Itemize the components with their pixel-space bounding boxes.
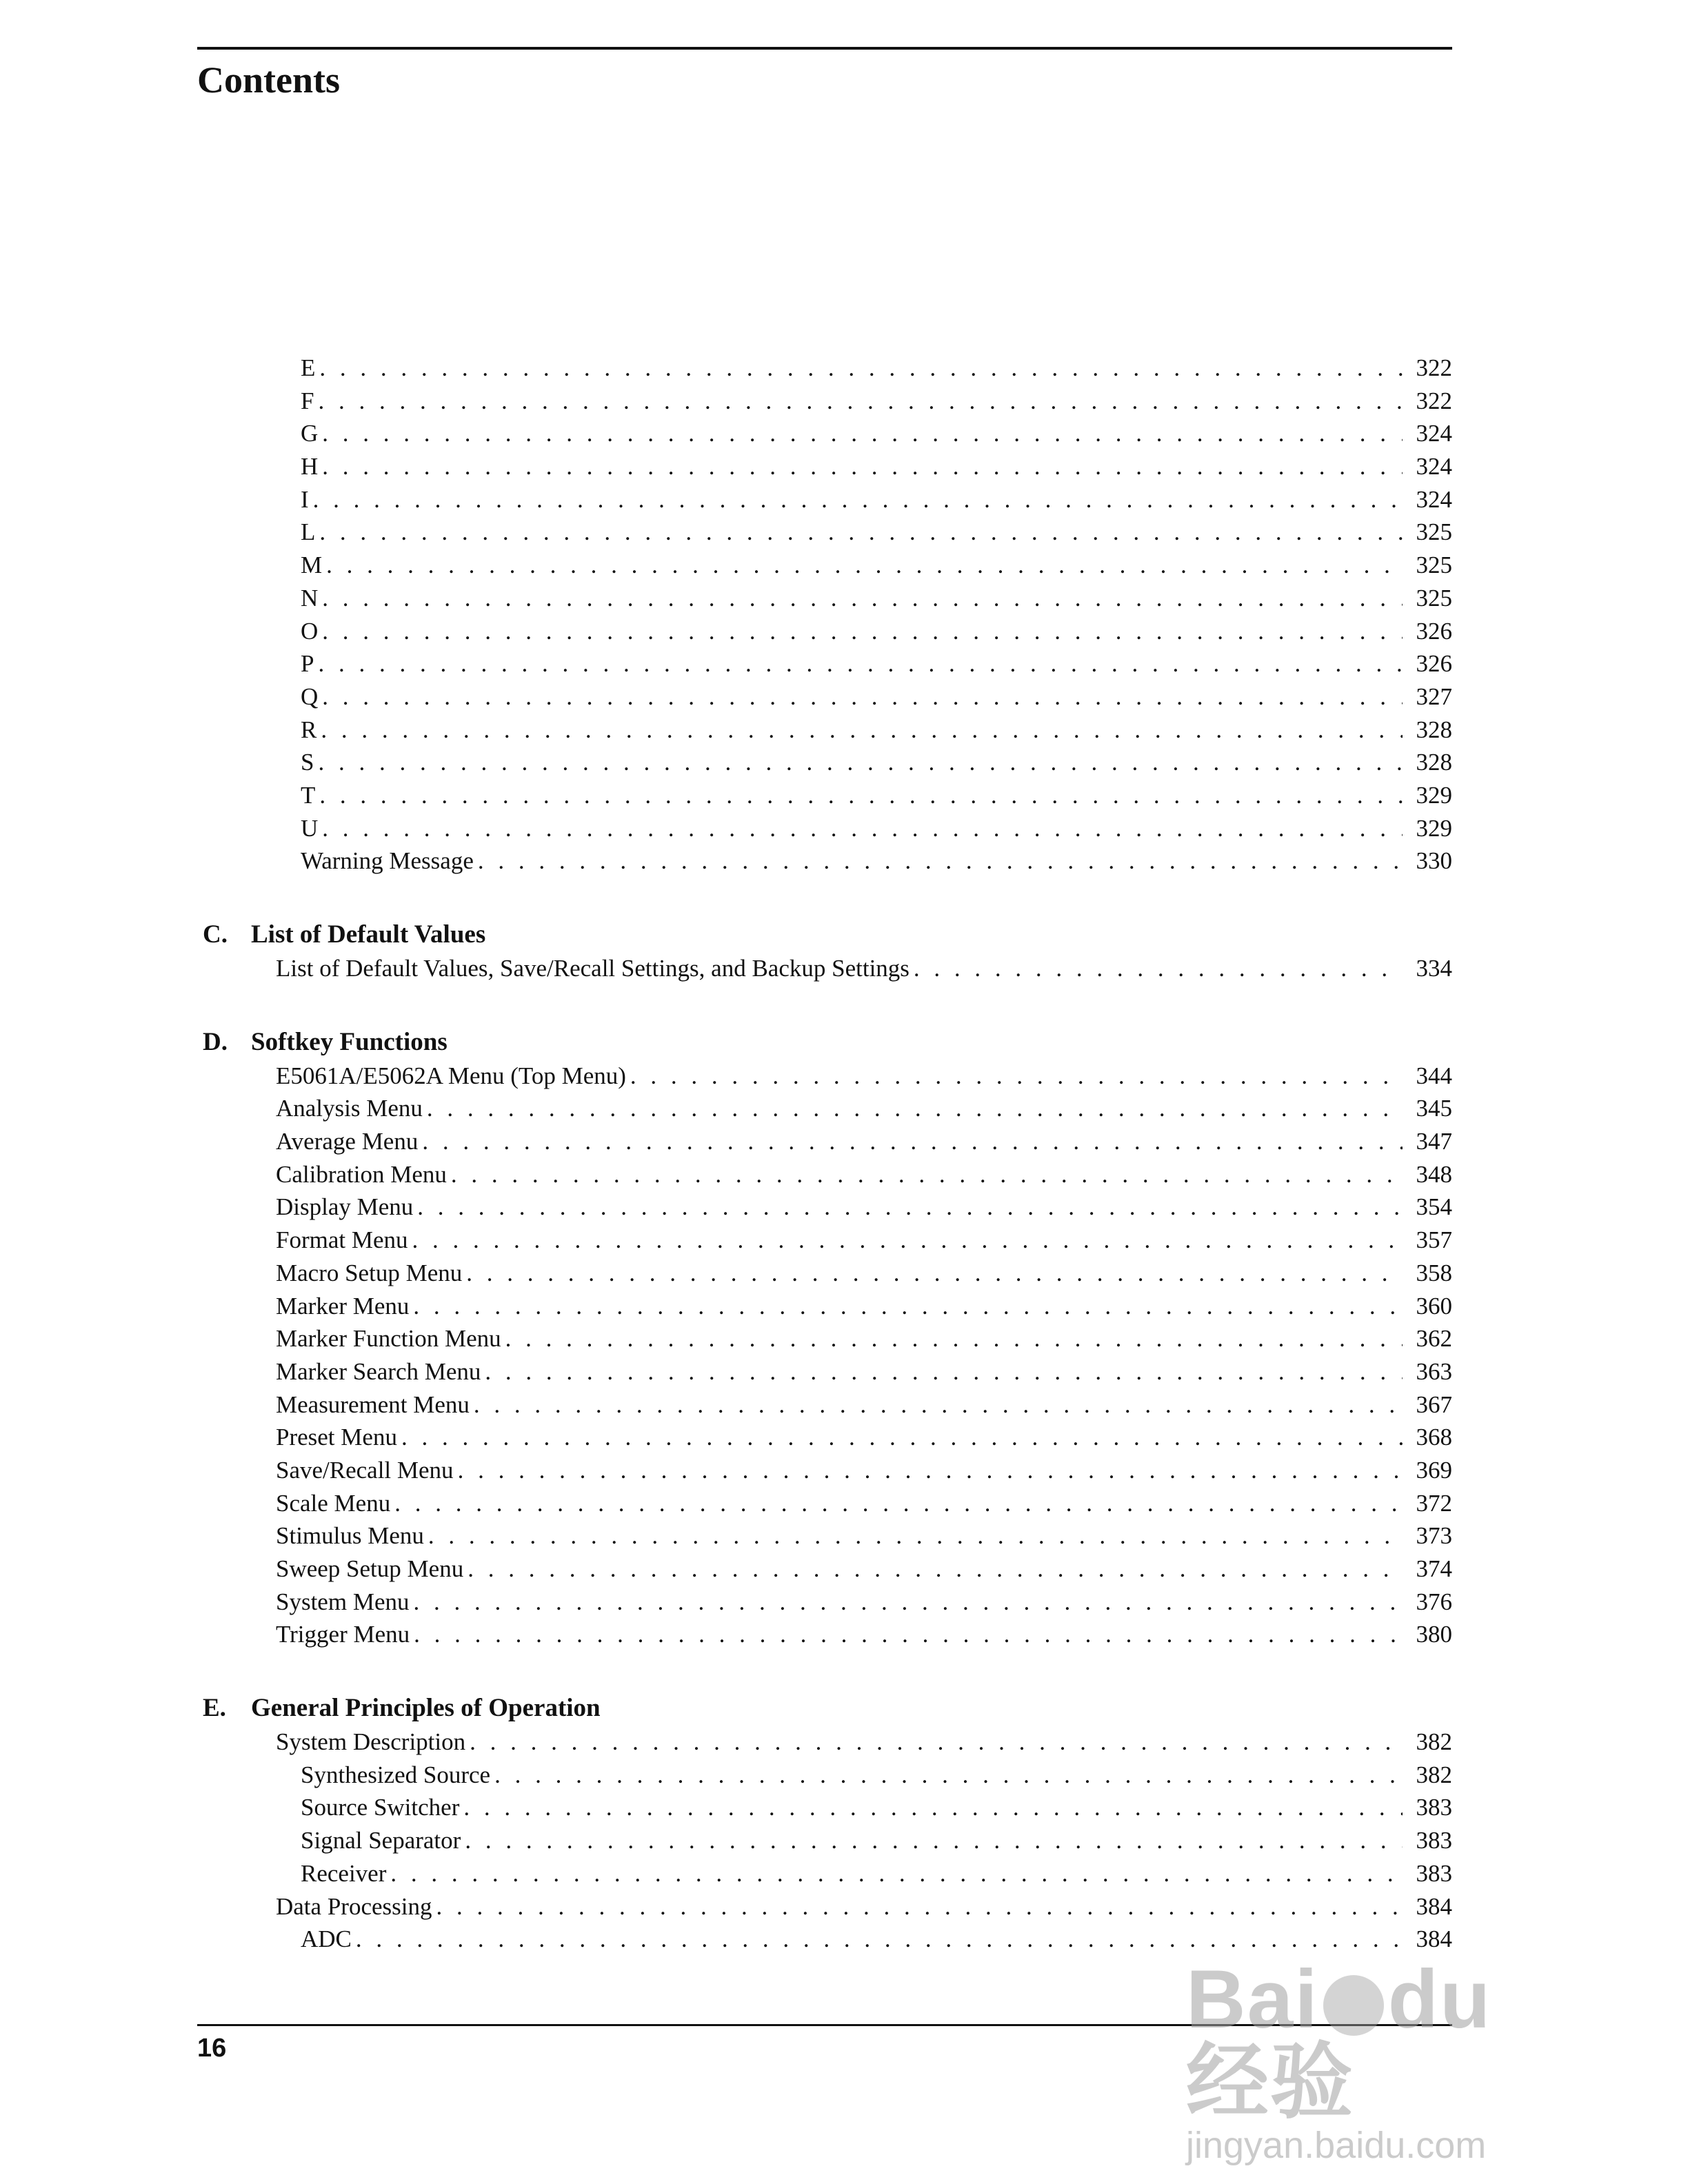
toc-entry-label: Warning Message	[301, 847, 474, 875]
toc-entry-label: Q	[301, 682, 319, 710]
page-title: Contents	[197, 59, 341, 101]
section-title: General Principles of Operation	[251, 1694, 601, 1723]
toc-entry[interactable]	[197, 549, 1452, 582]
toc-entry[interactable]	[197, 1487, 1452, 1520]
dot-leader	[319, 352, 1403, 385]
toc-entry-page: 344	[1416, 1062, 1452, 1089]
toc-entry-label: H	[301, 453, 319, 481]
toc-entry-label: Save/Recall Menu	[276, 1456, 454, 1484]
toc-entry[interactable]	[197, 1290, 1452, 1323]
toc-entry-label: Source Switcher	[301, 1794, 460, 1821]
data-processing-subentries	[197, 1923, 1452, 1956]
toc-entry-page: 324	[1416, 485, 1452, 513]
toc-entry-page: 329	[1416, 781, 1452, 809]
toc-entry-page: 384	[1416, 1892, 1452, 1920]
page-number: 16	[197, 2034, 227, 2063]
dot-leader	[319, 779, 1403, 812]
dot-leader	[470, 1726, 1403, 1759]
toc-entry-page: 384	[1416, 1925, 1452, 1953]
toc-entry-label: I	[301, 485, 309, 513]
dot-leader	[322, 680, 1403, 714]
watermark-brand	[1186, 1953, 1572, 2128]
dot-leader	[427, 1092, 1403, 1125]
toc-entry-page: 376	[1416, 1588, 1452, 1615]
toc-entry[interactable]	[197, 1158, 1452, 1191]
section-e-heading	[197, 1691, 1452, 1726]
toc-entry-page: 374	[1416, 1555, 1452, 1582]
toc-entry-page: 383	[1416, 1859, 1452, 1887]
toc-entry[interactable]	[197, 845, 1452, 878]
dot-leader	[322, 582, 1403, 615]
toc-entry[interactable]	[197, 647, 1452, 680]
toc-entry-label: List of Default Values, Save/Recall Settings, and Backup Settings	[276, 955, 910, 982]
system-description-subentries	[197, 1759, 1452, 1890]
toc-entry[interactable]	[197, 385, 1452, 418]
toc-entry[interactable]	[197, 516, 1452, 549]
watermark-brand-right: du	[1387, 1953, 1492, 2045]
toc-entry-label: T	[301, 781, 316, 809]
baidu-watermark	[1186, 1953, 1572, 2166]
dot-leader	[318, 746, 1403, 779]
dot-leader	[451, 1158, 1403, 1191]
section-letter: E.	[203, 1694, 226, 1723]
section-d-entry-list	[197, 1060, 1452, 1651]
toc-entry-label: F	[301, 387, 314, 414]
table-of-contents	[197, 352, 1452, 1956]
toc-entry[interactable]	[197, 417, 1452, 450]
toc-entry-page: 322	[1416, 354, 1452, 381]
dot-leader	[322, 812, 1403, 845]
toc-entry-page: 347	[1416, 1128, 1452, 1155]
toc-entry-page: 358	[1416, 1259, 1452, 1286]
toc-entry[interactable]	[197, 1923, 1452, 1956]
toc-entry[interactable]	[197, 1553, 1452, 1586]
index-entry-list	[197, 352, 1452, 878]
toc-entry[interactable]	[197, 952, 1452, 985]
toc-entry-label: Scale Menu	[276, 1489, 391, 1517]
toc-entry-label: P	[301, 650, 314, 678]
toc-entry-label: Analysis Menu	[276, 1095, 423, 1122]
toc-entry[interactable]	[197, 483, 1452, 516]
dot-leader	[318, 647, 1403, 680]
dot-leader	[436, 1890, 1403, 1923]
dot-leader	[319, 516, 1403, 549]
toc-entry-page: 330	[1416, 847, 1452, 875]
toc-entry-page: 326	[1416, 650, 1452, 678]
top-rule	[197, 47, 1452, 50]
dot-leader	[322, 417, 1403, 450]
paw-icon	[1323, 1975, 1384, 2036]
dot-leader	[485, 1355, 1403, 1388]
toc-entry-label: Trigger Menu	[276, 1621, 410, 1648]
toc-entry-label: Receiver	[301, 1859, 387, 1887]
dot-leader	[463, 1791, 1403, 1824]
toc-entry[interactable]	[197, 714, 1452, 747]
toc-entry[interactable]	[197, 779, 1452, 812]
toc-entry[interactable]	[197, 1388, 1452, 1422]
toc-entry[interactable]	[197, 1519, 1452, 1553]
toc-entry-page: 360	[1416, 1292, 1452, 1320]
toc-entry-page: 362	[1416, 1325, 1452, 1353]
toc-entry[interactable]	[197, 1355, 1452, 1388]
toc-entry-page: 324	[1416, 420, 1452, 447]
toc-entry-page: 382	[1416, 1728, 1452, 1756]
toc-entry-page: 367	[1416, 1391, 1452, 1418]
section-c-heading	[197, 918, 1452, 952]
toc-entry[interactable]	[197, 1060, 1452, 1093]
dot-leader	[458, 1454, 1403, 1487]
toc-entry[interactable]	[197, 1191, 1452, 1224]
toc-entry-label: Macro Setup Menu	[276, 1259, 463, 1286]
dot-leader	[412, 1224, 1403, 1257]
toc-entry[interactable]	[197, 1092, 1452, 1125]
toc-entry[interactable]	[197, 680, 1452, 714]
toc-entry-page: 329	[1416, 814, 1452, 842]
dot-leader	[422, 1125, 1403, 1158]
dot-leader	[390, 1857, 1403, 1890]
watermark-brand-cn: 经验	[1186, 2036, 1354, 2128]
toc-entry[interactable]	[197, 1421, 1452, 1454]
toc-entry-label: G	[301, 420, 319, 447]
toc-entry-page: 354	[1416, 1193, 1452, 1221]
toc-entry-page: 357	[1416, 1226, 1452, 1254]
toc-entry-label: O	[301, 617, 319, 645]
toc-entry[interactable]	[197, 1257, 1452, 1290]
section-letter: C.	[203, 920, 228, 949]
toc-entry[interactable]	[197, 1322, 1452, 1355]
toc-entry[interactable]	[197, 615, 1452, 648]
toc-entry-label: Stimulus Menu	[276, 1522, 424, 1550]
toc-entry-label: System Description	[276, 1728, 466, 1756]
toc-entry[interactable]	[197, 1586, 1452, 1619]
toc-entry-page: 380	[1416, 1621, 1452, 1648]
toc-entry-label: Marker Search Menu	[276, 1357, 481, 1385]
toc-entry[interactable]	[197, 1125, 1452, 1158]
toc-entry-page: 368	[1416, 1424, 1452, 1451]
watermark-url: jingyan.baidu.com	[1186, 2125, 1487, 2166]
toc-entry-label: Calibration Menu	[276, 1160, 447, 1188]
toc-entry-page: 325	[1416, 584, 1452, 611]
toc-entry-page: 325	[1416, 552, 1452, 579]
toc-entry-page: 372	[1416, 1489, 1452, 1517]
section-title: List of Default Values	[251, 920, 486, 949]
dot-leader	[474, 1388, 1403, 1422]
toc-entry-page: 383	[1416, 1827, 1452, 1854]
dot-leader	[356, 1923, 1403, 1956]
dot-leader	[322, 615, 1403, 648]
toc-entry-page: 348	[1416, 1160, 1452, 1188]
toc-entry[interactable]	[197, 1726, 1452, 1759]
toc-entry-page: 325	[1416, 518, 1452, 546]
dot-leader	[321, 714, 1403, 747]
toc-entry-label: Preset Menu	[276, 1424, 397, 1451]
dot-leader	[417, 1191, 1403, 1224]
toc-entry-label: N	[301, 584, 319, 611]
dot-leader	[466, 1257, 1403, 1290]
section-c-entry-list	[197, 952, 1452, 985]
section-title: Softkey Functions	[251, 1027, 448, 1056]
dot-leader	[468, 1553, 1403, 1586]
toc-entry[interactable]	[197, 582, 1452, 615]
dot-leader	[478, 845, 1403, 878]
toc-entry-page: 326	[1416, 617, 1452, 645]
dot-leader	[914, 952, 1403, 985]
dot-leader	[413, 1586, 1403, 1619]
toc-entry-page: 328	[1416, 716, 1452, 743]
dot-leader	[318, 385, 1403, 418]
toc-entry-label: U	[301, 814, 319, 842]
toc-entry-label: Marker Function Menu	[276, 1325, 501, 1353]
toc-entry[interactable]	[197, 1890, 1452, 1923]
dot-leader	[413, 1290, 1403, 1323]
toc-entry-label: ADC	[301, 1925, 352, 1953]
toc-entry-label: System Menu	[276, 1588, 410, 1615]
watermark-brand-left: Bai	[1186, 1953, 1319, 2045]
toc-entry-page: 324	[1416, 453, 1452, 481]
toc-entry-page: 334	[1416, 955, 1452, 982]
toc-entry-page: 328	[1416, 749, 1452, 776]
dot-leader	[394, 1487, 1403, 1520]
toc-entry-label: E	[301, 354, 316, 381]
toc-entry[interactable]	[197, 352, 1452, 385]
toc-entry[interactable]	[197, 1618, 1452, 1651]
dot-leader	[313, 483, 1403, 516]
dot-leader	[322, 450, 1403, 483]
toc-entry[interactable]	[197, 1824, 1452, 1857]
toc-entry-label: Data Processing	[276, 1892, 432, 1920]
toc-entry-label: Sweep Setup Menu	[276, 1555, 464, 1582]
toc-entry-page: 369	[1416, 1456, 1452, 1484]
section-letter: D.	[203, 1027, 228, 1056]
toc-entry-label: Format Menu	[276, 1226, 408, 1254]
toc-entry-label: Display Menu	[276, 1193, 414, 1221]
toc-entry[interactable]	[197, 1857, 1452, 1890]
dot-leader	[630, 1060, 1403, 1093]
toc-entry[interactable]	[197, 1224, 1452, 1257]
toc-entry-label: Marker Menu	[276, 1292, 410, 1320]
toc-entry-label: R	[301, 716, 317, 743]
toc-entry-label: Signal Separator	[301, 1827, 461, 1854]
toc-entry-page: 383	[1416, 1794, 1452, 1821]
toc-entry[interactable]	[197, 1759, 1452, 1792]
toc-entry-label: S	[301, 749, 314, 776]
toc-entry-label: Measurement Menu	[276, 1391, 470, 1418]
toc-entry[interactable]	[197, 450, 1452, 483]
section-d-heading	[197, 1025, 1452, 1060]
toc-entry-label: Average Menu	[276, 1128, 419, 1155]
dot-leader	[326, 549, 1403, 582]
toc-entry-page: 363	[1416, 1357, 1452, 1385]
toc-entry-page: 327	[1416, 682, 1452, 710]
toc-entry-page: 345	[1416, 1095, 1452, 1122]
dot-leader	[494, 1759, 1403, 1792]
toc-entry-label: Synthesized Source	[301, 1761, 491, 1788]
toc-entry[interactable]	[197, 1791, 1452, 1824]
dot-leader	[401, 1421, 1403, 1454]
toc-entry-page: 382	[1416, 1761, 1452, 1788]
toc-entry[interactable]	[197, 1454, 1452, 1487]
dot-leader	[505, 1322, 1403, 1355]
dot-leader	[414, 1618, 1403, 1651]
dot-leader	[428, 1519, 1403, 1553]
toc-entry-page: 322	[1416, 387, 1452, 414]
toc-entry[interactable]	[197, 812, 1452, 845]
toc-entry-page: 373	[1416, 1522, 1452, 1550]
toc-entry-label: L	[301, 518, 316, 546]
dot-leader	[465, 1824, 1403, 1857]
toc-entry-label: M	[301, 552, 323, 579]
toc-entry-label: E5061A/E5062A Menu (Top Menu)	[276, 1062, 626, 1089]
toc-entry[interactable]	[197, 746, 1452, 779]
